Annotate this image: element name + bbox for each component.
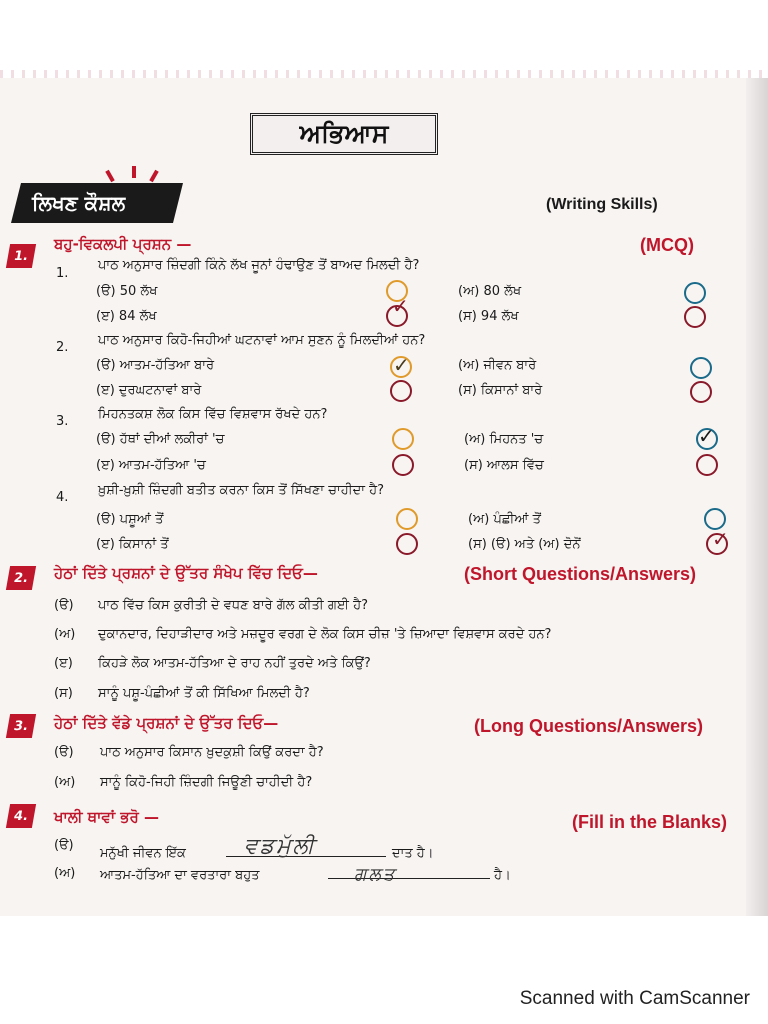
handwritten-answer: ਗਲਤ bbox=[354, 864, 397, 885]
answer-circle[interactable] bbox=[690, 381, 712, 403]
banner-accent-mark bbox=[132, 166, 136, 178]
writing-skills-banner bbox=[11, 183, 183, 223]
question-number: 4. bbox=[56, 490, 69, 505]
answer-circle[interactable] bbox=[684, 306, 706, 328]
mcq-question: ਮਿਹਨਤਕਸ਼ ਲੋਕ ਕਿਸ ਵਿੱਚ ਵਿਸ਼ਵਾਸ ਰੱਖਦੇ ਹਨ? bbox=[98, 407, 328, 422]
question-label: (ਅ) bbox=[54, 775, 76, 790]
mcq-option: (ੲ) 84 ਲੱਖ bbox=[96, 309, 157, 324]
checkmark-icon: ✓ bbox=[392, 294, 409, 318]
mcq-option: (ੳ) 50 ਲੱਖ bbox=[96, 284, 158, 299]
short-question: ਦੁਕਾਨਦਾਰ, ਦਿਹਾੜੀਦਾਰ ਅਤੇ ਮਜ਼ਦੂਰ ਵਰਗ ਦੇ ਲੋਕ ਕਿਸ ਚੀਜ਼ 'ਤੇ ਜ਼ਿਆਦਾ ਵਿਸ਼ਵਾਸ ਕਰਦੇ ਹਨ? bbox=[98, 627, 552, 642]
question-label: (ੲ) bbox=[54, 656, 73, 671]
checkmark-icon: ✓ bbox=[712, 527, 729, 551]
mcq-option: (ੳ) ਆਤਮ-ਹੱਤਿਆ ਬਾਰੇ bbox=[96, 358, 215, 373]
question-number: 2. bbox=[56, 340, 69, 355]
writing-skills-label-pa: ਲਿਖਣ ਕੌਸ਼ਲ bbox=[32, 191, 126, 215]
fill-heading: ਖਾਲੀ ਥਾਵਾਂ ਭਰੋ — bbox=[54, 808, 160, 826]
fill-text-after: ਹੈ। bbox=[494, 868, 511, 883]
page-right-edge bbox=[746, 78, 768, 916]
short-question: ਸਾਨੂੰ ਪਸ਼ੂ-ਪੰਛੀਆਂ ਤੋਂ ਕੀ ਸਿੱਖਿਆ ਮਿਲਦੀ ਹੈ? bbox=[98, 686, 310, 701]
mcq-option: (ਅ) ਪੰਛੀਆਂ ਤੋਂ bbox=[468, 512, 541, 527]
mcq-question: ਪਾਠ ਅਨੁਸਾਰ ਜ਼ਿੰਦਗੀ ਕਿੰਨੇ ਲੱਖ ਜੂਨਾਂ ਹੰਢਾਉਣ ਤੋਂ ਬਾਅਦ ਮਿਲਦੀ ਹੈ? bbox=[98, 258, 420, 273]
checkmark-icon: ✓ bbox=[393, 353, 410, 377]
fill-text-before: ਮਨੁੱਖੀ ਜੀਵਨ ਇੱਕ bbox=[100, 846, 186, 861]
mcq-option: (ਸ) ਆਲਸ ਵਿੱਚ bbox=[464, 458, 544, 473]
answer-circle[interactable] bbox=[392, 428, 414, 450]
question-label: (ਸ) bbox=[54, 686, 73, 701]
short-heading: ਹੇਠਾਂ ਦਿੱਤੇ ਪ੍ਰਸ਼ਨਾਂ ਦੇ ਉੱਤਰ ਸੰਖੇਪ ਵਿੱਚ ਦਿਓ— bbox=[54, 564, 318, 582]
mcq-heading: ਬਹੁ-ਵਿਕਲਪੀ ਪ੍ਰਸ਼ਨ — bbox=[54, 235, 192, 253]
mcq-question: ਖ਼ੁਸ਼ੀ-ਖ਼ੁਸ਼ੀ ਜ਼ਿੰਦਗੀ ਬਤੀਤ ਕਰਨਾ ਕਿਸ ਤੋਂ ਸਿੱਖਣਾ ਚਾਹੀਦਾ ਹੈ? bbox=[98, 483, 384, 498]
question-label: (ਅ) bbox=[54, 866, 76, 881]
section-number-badge: 2. bbox=[6, 566, 36, 590]
answer-circle[interactable] bbox=[696, 454, 718, 476]
question-label: (ੳ) bbox=[54, 598, 74, 613]
mcq-question: ਪਾਠ ਅਨੁਸਾਰ ਕਿਹੋ-ਜਿਹੀਆਂ ਘਟਨਾਵਾਂ ਆਮ ਸੁਣਨ ਨੂੰ ਮਿਲਦੀਆਂ ਹਨ? bbox=[98, 333, 426, 348]
question-label: (ੳ) bbox=[54, 745, 74, 760]
question-label: (ੳ) bbox=[54, 838, 74, 853]
long-heading: ਹੇਠਾਂ ਦਿੱਤੇ ਵੱਡੇ ਪ੍ਰਸ਼ਨਾਂ ਦੇ ਉੱਤਰ ਦਿਓ— bbox=[54, 714, 279, 732]
mcq-option: (ੲ) ਕਿਸਾਨਾਂ ਤੋਂ bbox=[96, 537, 169, 552]
handwritten-answer: ਵਡਮੁੱਲੀ bbox=[244, 834, 317, 859]
fill-text-before: ਆਤਮ-ਹੱਤਿਆ ਦਾ ਵਰਤਾਰਾ ਬਹੁਤ bbox=[100, 868, 260, 883]
short-heading-en: (Short Questions/Answers) bbox=[464, 564, 697, 584]
long-question: ਸਾਨੂੰ ਕਿਹੋ-ਜਿਹੀ ਜ਼ਿੰਦਗੀ ਜਿਊਣੀ ਚਾਹੀਦੀ ਹੈ? bbox=[100, 775, 313, 790]
section-number-badge: 1. bbox=[6, 244, 36, 268]
page-title: ਅਭਿਆਸ bbox=[250, 113, 438, 155]
mcq-option: (ਸ) (ੳ) ਅਤੇ (ਅ) ਦੋਨੋਂ bbox=[468, 537, 581, 552]
blank-line[interactable] bbox=[328, 878, 490, 879]
answer-circle[interactable] bbox=[396, 533, 418, 555]
mcq-heading-en: (MCQ) bbox=[640, 235, 694, 255]
section-number-badge: 3. bbox=[6, 714, 36, 738]
checkmark-icon: ✓ bbox=[698, 424, 715, 448]
fill-text-after: ਦਾਤ ਹੈ। bbox=[392, 846, 434, 861]
answer-circle[interactable] bbox=[690, 357, 712, 379]
mcq-option: (ਸ) 94 ਲੱਖ bbox=[458, 309, 519, 324]
answer-circle[interactable] bbox=[684, 282, 706, 304]
question-number: 1. bbox=[56, 266, 69, 281]
mcq-option: (ਸ) ਕਿਸਾਨਾਂ ਬਾਰੇ bbox=[458, 383, 543, 398]
mcq-option: (ੲ) ਆਤਮ-ਹੱਤਿਆ 'ਚ bbox=[96, 458, 206, 473]
section-number-badge: 4. bbox=[6, 804, 36, 828]
mcq-option: (ਅ) ਮਿਹਨਤ 'ਚ bbox=[464, 432, 544, 447]
short-question: ਪਾਠ ਵਿੱਚ ਕਿਸ ਕੁਰੀਤੀ ਦੇ ਵਧਣ ਬਾਰੇ ਗੱਲ ਕੀਤੀ ਗਈ ਹੈ? bbox=[98, 598, 368, 613]
mcq-option: (ਅ) ਜੀਵਨ ਬਾਰੇ bbox=[458, 358, 537, 373]
scanner-watermark: Scanned with CamScanner bbox=[519, 988, 750, 1009]
question-number: 3. bbox=[56, 414, 69, 429]
mcq-option: (ੳ) ਹੱਥਾਂ ਦੀਆਂ ਲਕੀਰਾਂ 'ਚ bbox=[96, 432, 225, 447]
long-question: ਪਾਠ ਅਨੁਸਾਰ ਕਿਸਾਨ ਖ਼ੁਦਕੁਸ਼ੀ ਕਿਉਂ ਕਰਦਾ ਹੈ? bbox=[100, 745, 324, 760]
writing-skills-label-en: (Writing Skills) bbox=[546, 196, 658, 213]
mcq-option: (ੲ) ਦੁਰਘਟਨਾਵਾਂ ਬਾਰੇ bbox=[96, 383, 202, 398]
question-label: (ਅ) bbox=[54, 627, 76, 642]
fill-heading-en: (Fill in the Blanks) bbox=[572, 812, 728, 832]
answer-circle[interactable] bbox=[392, 454, 414, 476]
answer-circle[interactable] bbox=[396, 508, 418, 530]
short-question: ਕਿਹੜੇ ਲੋਕ ਆਤਮ-ਹੱਤਿਆ ਦੇ ਰਾਹ ਨਹੀਂ ਤੁਰਦੇ ਅਤੇ ਕਿਉਂ? bbox=[98, 656, 371, 671]
answer-circle[interactable] bbox=[390, 380, 412, 402]
mcq-option: (ੳ) ਪਸ਼ੂਆਂ ਤੋਂ bbox=[96, 512, 164, 527]
mcq-option: (ਅ) 80 ਲੱਖ bbox=[458, 284, 522, 299]
long-heading-en: (Long Questions/Answers) bbox=[474, 716, 704, 736]
